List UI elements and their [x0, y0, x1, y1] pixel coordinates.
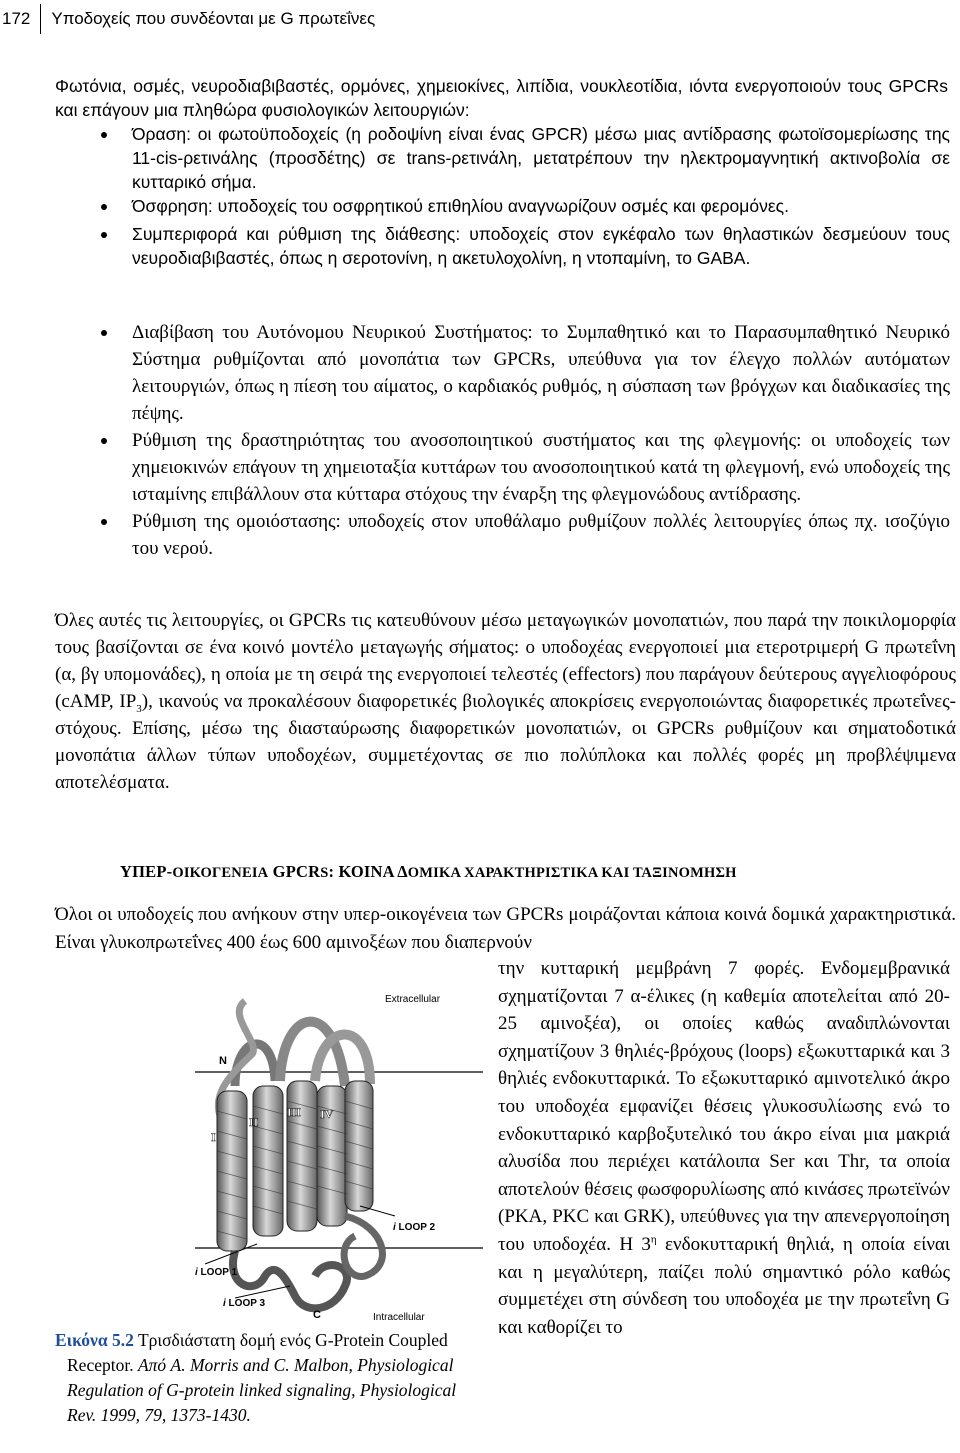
list-item: Συμπεριφορά και ρύθμιση της διάθεσης: υποδοχείς στον εγκέφαλο των θηλαστικών δεσμεύουν τους νευροδιαβιβαστές, όπως η σεροτονίνη, η ακετυλοχολίνη, η ντοπαμίνη, το GABA. [55, 222, 950, 270]
gpcr-diagram [195, 976, 483, 1332]
label-iloop-1: i LOOP 1 [195, 1267, 238, 1278]
label-helix-2: II [249, 1115, 259, 1129]
running-title: Υποδοχείς που συνδέονται με G πρωτεΐνες [51, 9, 376, 28]
subscript: 3 [136, 702, 142, 715]
heading-part: ΟΙΚΟΓΕΝΕΙΑ [172, 865, 269, 881]
intro-paragraph: Φωτόνια, οσμές, νευροδιαβιβαστές, ορμόνες, χημειοκίνες, λιπίδια, νουκλεοτίδια, ιόντα ενεργοποιούν τους GPCRs και επάγουν μια πληθώρα φυσιολογικών λειτουργιών: [55, 76, 948, 120]
heading-part: ΥΠΕΡ- [120, 862, 173, 881]
signal-transduction-paragraph [55, 607, 956, 796]
figure-number: Εικόνα 5.2 [55, 1330, 134, 1350]
page-number: 172 [0, 4, 41, 34]
heading-part: : ΚΟΙΝΑ [328, 862, 398, 881]
label-extracellular: Extracellular [385, 994, 441, 1005]
figure-caption [55, 1328, 462, 1428]
label-intracellular: Intracellular [373, 1312, 425, 1323]
c-terminus-strand [344, 1216, 382, 1276]
heading-part: ΟΜΙΚΑ ΧΑΡΑΚΤΗΡΙΣΤΙΚΑ ΚΑΙ ΤΑΞΙΝΟΜΗΣΗ [407, 865, 737, 881]
function-list-sans [55, 122, 950, 270]
heading-part: GPCR [268, 862, 321, 881]
paragraph-text: ), ικανούς να προκαλέσουν διαφορετικές βιολογικές αποκρίσεις ενεργοποιώντας διαφορετικές πρωτεΐνες-στόχους. Επίσης, μέσω της διασταύρωσης διαφορετικών μονοπατιών, οι GPCRs ρυθμίζουν και σηματοδοτικά μονοπάτια άλλων τύπων υποδοχέων, συμμετέχοντας σε πιο πολύπλοκα και πολλές φορές μη προβλέψιμενα αποτελέσματα. [55, 691, 956, 793]
section-heading [120, 862, 737, 882]
label-helix-4: IV [320, 1107, 334, 1121]
label-n-terminus: N [219, 1055, 227, 1067]
heading-part: S [320, 865, 329, 881]
label-iloop-2: i LOOP 2 [393, 1222, 436, 1233]
list-item: Ρύθμιση της δραστηριότητας του ανοσοποιητικού συστήματος και της φλεγμονής: οι υποδοχείς των χημειοκινών επάγουν τη χημειοταξία κυττάρων του ανοσοποιητικού κατά τη φλεγμονή, ενώ υποδοχείς της ισταμίνης επιβάλλουν στα κύτταρα στόχους την έναρξη της φλεγμονώδους αντίδρασης. [55, 427, 950, 508]
heading-part: Δ [397, 862, 408, 881]
paragraph-text: Όλες αυτές τις λειτουργίες, οι GPCRs τις κατευθύνουν μέσω μεταγωγικών μονοπατιών, που παρά την ποικιλομορφία τους βασίζονται σε ένα κοινό μοντέλο μεταγωγής σήματος: ο υποδοχέας ενεργοποιεί μια ετεροτριμερή G πρωτεΐνη (α, βγ υπομονάδες), η οποία με τη σειρά της ενεργοποιεί τελεστές (effectors) που παράγουν δεύτερους αγγελιοφόρους (cAMP, IP [55, 610, 956, 712]
gpcr-structure-figure [195, 976, 483, 1332]
paragraph-text: ενδοκυτταρική θηλιά, η οποία είναι και η μεγαλύτερη, παίζει πολύ σημαντικό ρόλο καθώς συμμετέχει στη σύνδεση του υποδοχέα με την πρωτεΐνη G και καθορίζει το [498, 1233, 950, 1338]
label-helix-3: III [287, 1105, 302, 1119]
label-iloop-3: i LOOP 3 [223, 1298, 266, 1309]
list-item: Όραση: οι φωτοϋποδοχείς (η ροδοψίνη είναι ένας GPCR) μέσω μιας αντίδρασης φωτοϊσομερίωσης της 11-cis-ρετινάλης (προσδέτης) σε trans-ρετινάλη, μετατρέπουν την ηλεκτρομαγνητική ακτινοβολία σε κυτταρικό σήμα. [55, 122, 950, 194]
list-item: Όσφρηση: υποδοχείς του οσφρητικού επιθηλίου αναγνωρίζουν οσμές και φερομόνες. [55, 194, 950, 218]
caption-text: Τρισδιάστατη δομή ενός G-Protein Coupled Receptor. [67, 1330, 448, 1375]
page-header [0, 4, 375, 34]
function-list-serif [55, 319, 950, 562]
superscript: η [650, 1233, 657, 1246]
caption-source: Από A. Morris and C. Malbon, Physiological Regulation of G-protein linked signaling, Physiological Rev. 1999, 79, 1373-1430. [67, 1355, 457, 1425]
structure-paragraph-column [498, 955, 950, 1341]
list-item: Διαβίβαση του Αυτόνομου Νευρικού Συστήματος: το Συμπαθητικό και το Παρασυμπαθητικό Νευρικό Σύστημα ρυθμίζονται από μονοπάτια των GPCRs, υπεύθυνα για τον έλεγχο πολλών αυτόματων λειτουργιών, όπως η πίεση του αίματος, ο καρδιακός ρυθμός, η σύσπαση των βρόγχων και διαδικασίες της πέψης. [55, 319, 950, 427]
structure-paragraph-lead: Όλοι οι υποδοχείς που ανήκουν στην υπερ-οικογένεια των GPCRs μοιράζονται κάποια κοινά δομικά χαρακτηριστικά. Είναι γλυκοπρωτεΐνες 400 έως 600 αμινοξέων που διαπερνούν [55, 904, 956, 953]
paragraph-text: την κυτταρική μεμβράνη 7 φορές. Ενδομεμβρανικά σχηματίζονται 7 α-έλικες (η καθεμία αποτελείται από 20-25 αμινοξέα), οι οποίες καθώς αναδιπλώνονται σχηματίζουν 3 θηλιές-βρόχους (loops) εξωκυτταρικά και 3 θηλιές ενδοκυτταρικά. Το εξωκυτταρικό αμινοτελικό άκρο του υποδοχέα εμφανίζει θέσεις γλυκοσυλίωσης ενώ το ενδοκυτταρικό καρβοξυτελικό του άκρο είναι μια μακριά αλυσίδα που περιέχει κατάλοιπα Ser και Thr, τα οποία αποτελούν θέσεις φωσφορυλίωσης από κινάσες πρωτεϊνών (PKA, PKC και GRK), υπεύθυνες για την απενεργοποίηση του υποδοχέα. Η 3 [498, 958, 950, 1255]
label-helix-1: I [211, 1130, 216, 1144]
list-item: Ρύθμιση της ομοιόστασης: υποδοχείς στον υποθάλαμο ρυθμίζουν πολλές λειτουργίες όπως πχ. ισοζύγιο του νερού. [55, 508, 950, 562]
label-c-terminus: C [313, 1309, 321, 1321]
